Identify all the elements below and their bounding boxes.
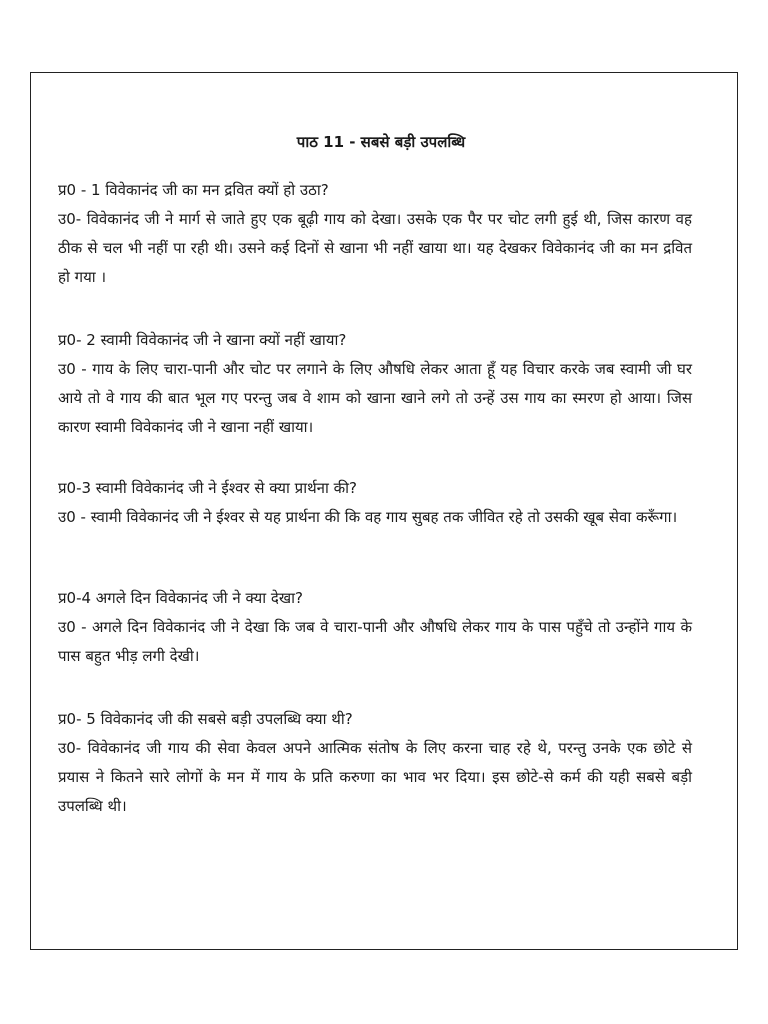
qa-block-2 (58, 326, 692, 442)
answer-5: उ0- विवेकानंद जी गाय की सेवा केवल अपने आत्मिक संतोष के लिए करना चाह रहे थे, परन्तु उनके एक छोटे से प्रयास ने कितने सारे लोगों के मन में गाय के प्रति करुणा का भाव भर दिया। इस छोटे-से कर्म की यही सबसे बड़ी उपलब्धि थी। (58, 739, 692, 815)
document-body (58, 128, 692, 821)
question-4: प्र0-4 अगले दिन विवेकानंद जी ने क्या देखा? (58, 589, 303, 607)
answer-4: उ0 - अगले दिन विवेकानंद जी ने देखा कि जब वे चारा-पानी और औषधि लेकर गाय के पास पहुँचे तो उन्होंने गाय के पास बहुत भीड़ लगी देखी। (58, 618, 692, 665)
question-3: प्र0-3 स्वामी विवेकानंद जी ने ईश्वर से क्या प्रार्थना की? (58, 479, 358, 497)
page-title: पाठ 11 - सबसे बड़ी उपलब्धि (296, 133, 466, 151)
qa-block-1 (58, 176, 692, 292)
qa-block-4 (58, 584, 692, 671)
question-1: प्र0 - 1 विवेकानंद जी का मन द्रवित क्यों हो उठा? (58, 181, 329, 199)
answer-2: उ0 - गाय के लिए चारा-पानी और चोट पर लगाने के लिए औषधि लेकर आता हूँ यह विचार करके जब स्वामी जी घर आये तो वे गाय की बात भूल गए परन्तु जब वे शाम को खाना खाने लगे तो उन्हें उस गाय का स्मरण हो आया। जिस कारण स्वामी विवेकानंद जी ने खाना नहीं खाया। (58, 360, 692, 436)
answer-3: उ0 - स्वामी विवेकानंद जी ने ईश्वर से यह प्रार्थना की कि वह गाय सुबह तक जीवित रहे तो उसकी खूब सेवा करूँगा। (58, 508, 678, 526)
qa-block-5 (58, 705, 692, 821)
question-2: प्र0- 2 स्वामी विवेकानंद जी ने खाना क्यों नहीं खाया? (58, 331, 347, 349)
qa-block-3 (58, 474, 692, 532)
question-5: प्र0- 5 विवेकानंद जी की सबसे बड़ी उपलब्धि क्या थी? (58, 710, 353, 728)
answer-1: उ0- विवेकानंद जी ने मार्ग से जाते हुए एक बूढ़ी गाय को देखा। उसके एक पैर पर चोट लगी हुई थी, जिस कारण वह ठीक से चल भी नहीं पा रही थी। उसने कई दिनों से खाना भी नहीं खाया था। यह देखकर विवेकानंद जी का मन द्रवित हो गया । (58, 210, 692, 286)
